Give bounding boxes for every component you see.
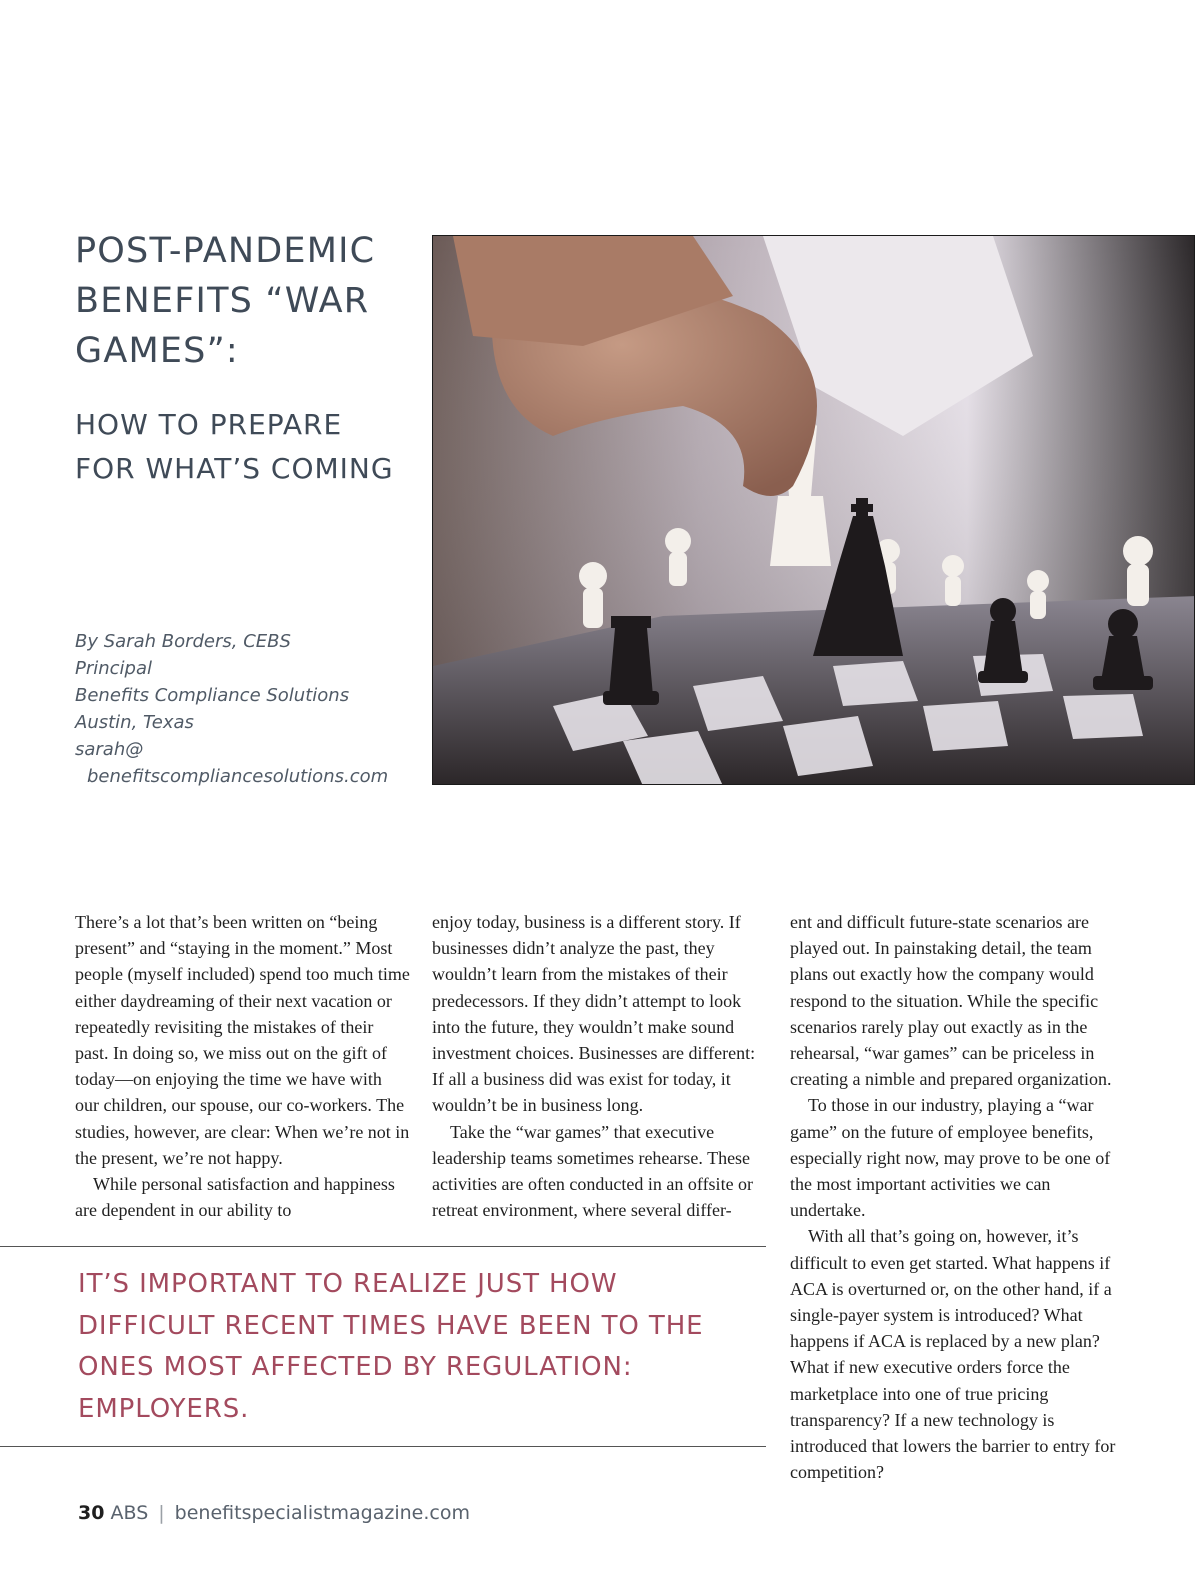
author-location: Austin, Texas [75,712,194,733]
body-paragraph: Take the “war games” that executive leadership teams sometimes rehearse. These activities are often conducted in an offsite or retreat environment, where several differ- [432,1121,754,1221]
pull-quote: IT’S IMPORTANT TO REALIZE JUST HOW DIFFICULT RECENT TIMES HAVE BEEN TO THE ONES MOST AFFECTED BY REGULATION: EMPLOYERS. [78,1269,704,1424]
page-number: 30 [78,1502,105,1524]
article-subtitle: HOW TO PREPARE FOR WHAT’S COMING [75,408,394,485]
body-column-2 [432,909,767,1223]
author-email-line1: sarah@ [75,739,144,760]
body-column-1 [75,909,410,1223]
page-footer [78,1502,470,1524]
body-paragraph: To those in our industry, playing a “war game” on the future of employee benefits, especially right now, may prove to be one of the most important activities we can undertake. [790,1095,1111,1221]
article-title: POST-PANDEMIC BENEFITS “WAR GAMES”: [75,231,376,371]
author-role: Principal [75,658,153,679]
body-paragraph: There’s a lot that’s been written on “being present” and “staying in the moment.” Most people (myself included) spend too much time either daydreaming of their next vacation or repeatedly revisiting the mistakes of their past. In doing so, we miss out on the gift of today—on enjoying the time we have with our children, our spouse, our co-workers. The studies, however, are clear: When we’re not in the present, we’re not happy. [75,912,410,1168]
body-paragraph: While personal satisfaction and happiness are dependent in our ability to [75,1174,395,1221]
chess-hand-photo [432,235,1195,785]
pull-quote-bottom-rule [0,1446,766,1447]
publication-name: ABS [110,1502,149,1524]
website-link[interactable]: benefitspecialistmagazine.com [174,1502,470,1524]
footer-separator: | [158,1502,165,1524]
author-byline [75,628,420,790]
body-paragraph: With all that’s going on, however, it’s difficult to even get started. What happens if ACA is overturned or, on the other hand, if a single-payer system is introduced? What happens if ACA is replaced by a new plan? What if new executive orders force the marketplace into one of true pricing transparency? If a new technology is introduced that lowers the barrier to entry for competition? [790,1226,1116,1483]
author-company: Benefits Compliance Solutions [75,685,350,706]
author-email-line2: benefitscompliancesolutions.com [87,766,389,787]
body-paragraph: ent and difficult future-state scenarios are played out. In painstaking detail, the team plans out exactly how the company would respond to the situation. While the specific scenarios rarely play out exactly as in the rehearsal, “war games” can be priceless in creating a nimble and prepared organization. [790,912,1112,1090]
body-paragraph: enjoy today, business is a different story. If businesses didn’t analyze the past, they wouldn’t learn from the mistakes of their predecessors. If they didn’t attempt to look into the future, they wouldn’t make sound investment choices. Businesses are different: If all a business did was exist for today, it wouldn’t be in business long. [432,912,756,1116]
body-column-3 [790,909,1125,1485]
author-name: By Sarah Borders, CEBS [75,631,291,652]
pull-quote-top-rule [0,1246,766,1247]
